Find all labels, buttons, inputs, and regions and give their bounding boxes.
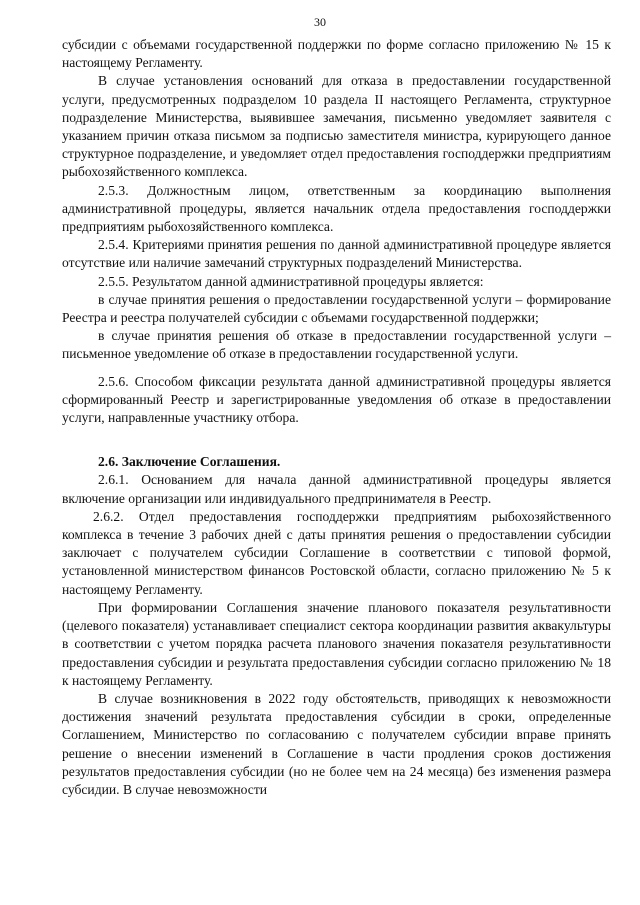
paragraph: В случае возникновения в 2022 году обстоятельств, приводящих к невозможности достижения значений результата предоставления субсидии в сроки, определенные Соглашением, Министерство по согласованию с получателем субсидии вправе принять решение о внесении изменений в Соглашение в части продления сроков достижения результатов предоставления субсидии (но не более чем на 24 месяца) без изменения размера субсидии. В случае невозможности [62, 690, 611, 797]
section-heading: 2.6. Заключение Соглашения. [98, 454, 281, 470]
page-number: 30 [314, 15, 326, 29]
paragraph: в случае принятия решения об отказе в предоставлении государственной услуги – письменное уведомление об отказе в предоставлении государственной услуги. [62, 328, 611, 362]
paragraph: в случае принятия решения о предоставлении государственной услуги – формирование Реестра и реестра получателей субсидии с объемами государственной поддержки; [62, 291, 611, 326]
paragraph: 2.6.2. Отдел предоставления господдержки предприятиям рыбохозяйственного комплекса в течение 3 рабочих дней с даты принятия решения о предоставлении субсидии заключает с получателем субсидии Соглашение в соответствии с типовой формой, установленной министерством финансов Ростовской области, согласно приложению № 5 к настоящему Регламенту. [62, 508, 611, 597]
paragraph: При формировании Соглашения значение планового показателя результативности (целевого показателя) устанавливает специалист сектора координации развития аквакультуры в соответствии с учетом порядка расчета планового значения показателя результативности предоставления субсидии и результата предоставления субсидии согласно приложению № 18 к настоящему Регламенту. [62, 599, 611, 688]
paragraph: 2.5.3. Должностным лицом, ответственным за координацию выполнения административной процедуры, является начальник отдела предоставления господдержки предприятиям рыбохозяйственного комплекса. [62, 182, 611, 235]
document-body [62, 36, 611, 799]
paragraph: В случае установления оснований для отказа в предоставлении государственной услуги, предусмотренных подразделом 10 раздела II настоящего Регламента, структурное подразделение Министерства, выявившее замечания, письменно уведомляет заявителя с указанием причин отказа письмом за подписью заместителя министра, курирующего данное структурное подразделение, и уведомляет отдел предоставления господдержки предприятиям рыбохозяйственного комплекса. [62, 73, 611, 180]
paragraph: 2.5.5. Результатом данной административной процедуры является: [98, 273, 484, 289]
paragraph: 2.5.4. Критериями принятия решения по данной административной процедуре является отсутствие или наличие замечаний структурных подразделений Министерства. [62, 237, 611, 271]
paragraph: 2.5.6. Способом фиксации результата данной административной процедуры является сформированный Реестр и зарегистрированные уведомления об отказе в предоставлении услуги, направленные участнику отбора. [62, 373, 611, 426]
paragraph: субсидии с объемами государственной поддержки по форме согласно приложению № 15 к настоящему Регламенту. [62, 37, 611, 71]
paragraph: 2.6.1. Основанием для начала данной административной процедуры является включение организации или индивидуального предпринимателя в Реестр. [62, 472, 611, 506]
